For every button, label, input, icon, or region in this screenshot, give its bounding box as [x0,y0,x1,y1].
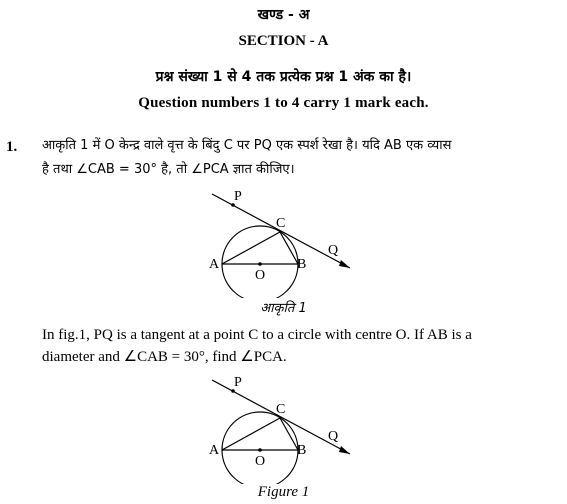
question-text-english [42,324,554,368]
hindi-instruction: प्रश्न संख्या 1 से 4 तक प्रत्येक प्रश्न 1 अंक का है। [155,69,412,85]
label-o: O [255,268,266,283]
question-english-line-2: diameter and ∠CAB = 30°, find ∠PCA. [42,349,287,365]
label-p: P [234,189,242,204]
figure-caption-english: Figure 1 [257,484,310,500]
label-c: C [276,402,286,417]
label-p: P [234,375,242,390]
figure-english [200,372,370,484]
label-b: B [297,443,307,458]
label-q: Q [328,243,339,258]
english-instruction: Question numbers 1 to 4 carry 1 mark each. [138,95,429,111]
question-text-hindi [42,134,554,182]
question-hindi-line-1: आकृति 1 में O केन्द्र वाले वृत्त के बिंदु C पर PQ एक स्पर्श रेखा है। यदि AB एक व्यास [42,138,452,153]
question-number: 1. [6,139,18,155]
label-o: O [255,454,266,469]
label-b: B [297,257,307,272]
figure-hindi [200,186,370,298]
label-a: A [209,443,220,458]
figure-caption-hindi: आकृति 1 [260,301,307,316]
question-english-line-1: In fig.1, PQ is a tangent at a point C to a circle with centre O. If AB is a [42,327,472,343]
label-a: A [209,257,220,272]
section-heading: SECTION - A [238,33,329,49]
label-c: C [276,216,286,231]
hindi-section-heading: खण्ड - अ [257,7,310,23]
geometry-diagram [200,186,370,298]
geometry-diagram [200,372,370,484]
label-q: Q [328,429,339,444]
question-hindi-line-2: है तथा ∠CAB = 30° है, तो ∠PCA ज्ञात कीजिए। [42,162,295,177]
